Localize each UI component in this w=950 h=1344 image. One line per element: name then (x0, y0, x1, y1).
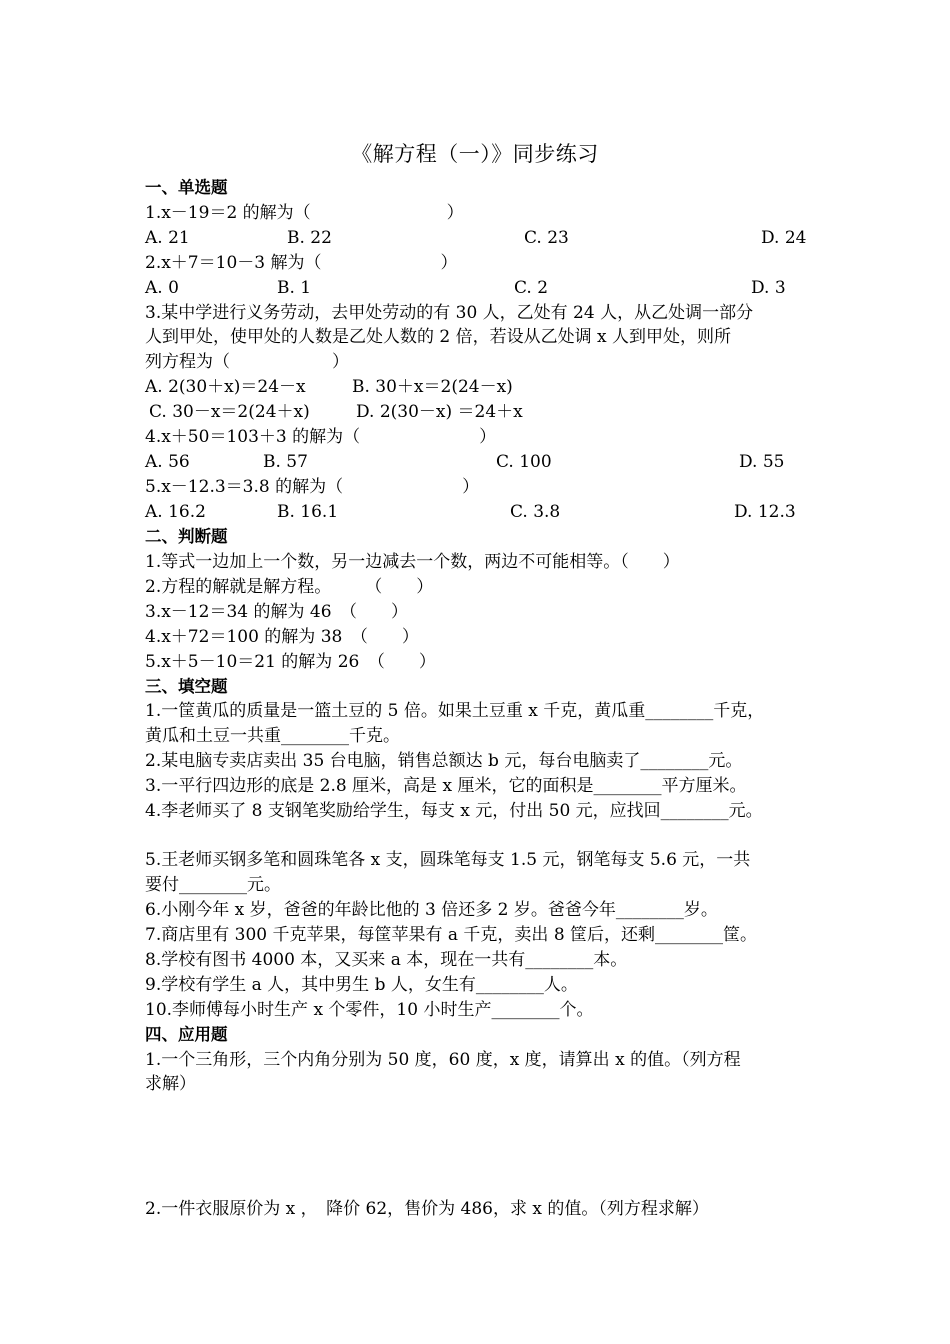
question-text: 7.商店里有 300 千克苹果，每筐苹果有 a 千克，卖出 8 筐后，还剩________筐。 (145, 925, 758, 945)
page-title: 《解方程（一）》同步练习 (351, 142, 599, 166)
question-text: 1.一筐黄瓜的质量是一篮土豆的 5 倍。如果土豆重 x 千克，黄瓜重________千克， (145, 701, 765, 721)
question-text: 列方程为（ ） (145, 352, 349, 372)
option-d: D. 55 (739, 452, 785, 472)
question-text: 5.x－12.3＝3.8 的解为（ ） (145, 477, 480, 497)
option-c: C. 3.8 (510, 502, 561, 522)
section-heading-word-problems: 四、应用题 (145, 1025, 228, 1044)
option-c: C. 23 (524, 228, 569, 248)
option-a: A. 16.2 (145, 502, 206, 522)
question-text: 4.x＋50＝103＋3 的解为（ ） (145, 427, 497, 447)
question-text: 2.某电脑专卖店卖出 35 台电脑，销售总额达 b 元，每台电脑卖了________元。 (145, 751, 743, 771)
option-a: A. 2(30＋x)＝24－x (145, 377, 306, 397)
option-d: D. 24 (761, 228, 807, 248)
question-text: 求解） (145, 1074, 196, 1094)
list-item: 2.方程的解就是解方程。 （ ） (145, 577, 434, 597)
question-text: 1.一个三角形，三个内角分别为 50 度，60 度，x 度，请算出 x 的值。（列方程 (145, 1050, 741, 1070)
section-heading-true-false: 二、判断题 (145, 527, 228, 546)
question-text: 2.x＋7＝10－3 解为（ ） (145, 253, 458, 273)
option-b: B. 30＋x＝2(24－x) (352, 377, 513, 397)
list-item: 1.等式一边加上一个数，另一边减去一个数，两边不可能相等。（ ） (145, 552, 680, 572)
question-text: 5.王老师买钢多笔和圆珠笔各 x 支，圆珠笔每支 1.5 元，钢笔每支 5.6 元，一共 (145, 850, 751, 870)
question-text: 2.一件衣服原价为 x ， 降价 62，售价为 486，求 x 的值。（列方程求解） (145, 1199, 709, 1219)
question-text: 10.李师傅每小时生产 x 个零件，10 小时生产________个。 (145, 1000, 594, 1020)
option-b: B. 16.1 (277, 502, 339, 522)
question-text: 要付________元。 (145, 875, 281, 895)
option-d: D. 3 (751, 278, 786, 298)
option-a: A. 56 (145, 452, 190, 472)
question-text: 1.x－19＝2 的解为（ ） (145, 203, 464, 223)
section-heading-fill-blank: 三、填空题 (145, 677, 228, 696)
option-c: C. 2 (514, 278, 549, 298)
list-item: 3.x－12＝34 的解为 46 （ ） (145, 602, 409, 622)
option-a: A. 0 (145, 278, 179, 298)
question-text: 人到甲处，使甲处的人数是乙处人数的 2 倍，若设从乙处调 x 人到甲处，则所 (145, 327, 732, 347)
option-b: B. 22 (287, 228, 332, 248)
option-b: B. 57 (263, 452, 308, 472)
question-text: 3.一平行四边形的底是 2.8 厘米，高是 x 厘米，它的面积是________平方厘米。 (145, 776, 747, 796)
question-text: 4.李老师买了 8 支钢笔奖励给学生，每支 x 元，付出 50 元，应找回________元。 (145, 801, 763, 821)
option-b: B. 1 (277, 278, 312, 298)
section-heading-single-choice: 一、单选题 (145, 178, 228, 197)
question-text: 3.某中学进行义务劳动，去甲处劳动的有 30 人，乙处有 24 人，从乙处调一部分 (145, 303, 754, 323)
question-text: 6.小刚今年 x 岁，爸爸的年龄比他的 3 倍还多 2 岁。爸爸今年________岁。 (145, 900, 718, 920)
list-item: 4.x＋72＝100 的解为 38 （ ） (145, 627, 419, 647)
option-a: A. 21 (145, 228, 190, 248)
question-text: 9.学校有学生 a 人，其中男生 b 人，女生有________人。 (145, 975, 578, 995)
question-text: 8.学校有图书 4000 本，又买来 a 本，现在一共有________本。 (145, 950, 628, 970)
option-d: D. 12.3 (734, 502, 796, 522)
option-c: C. 100 (496, 452, 552, 472)
list-item: 5.x＋5－10＝21 的解为 26 （ ） (145, 652, 436, 672)
option-c: C. 30－x＝2(24＋x) (149, 402, 310, 422)
option-d: D. 2(30－x) ＝24＋x (356, 402, 523, 422)
question-text: 黄瓜和土豆一共重________千克。 (145, 726, 400, 746)
